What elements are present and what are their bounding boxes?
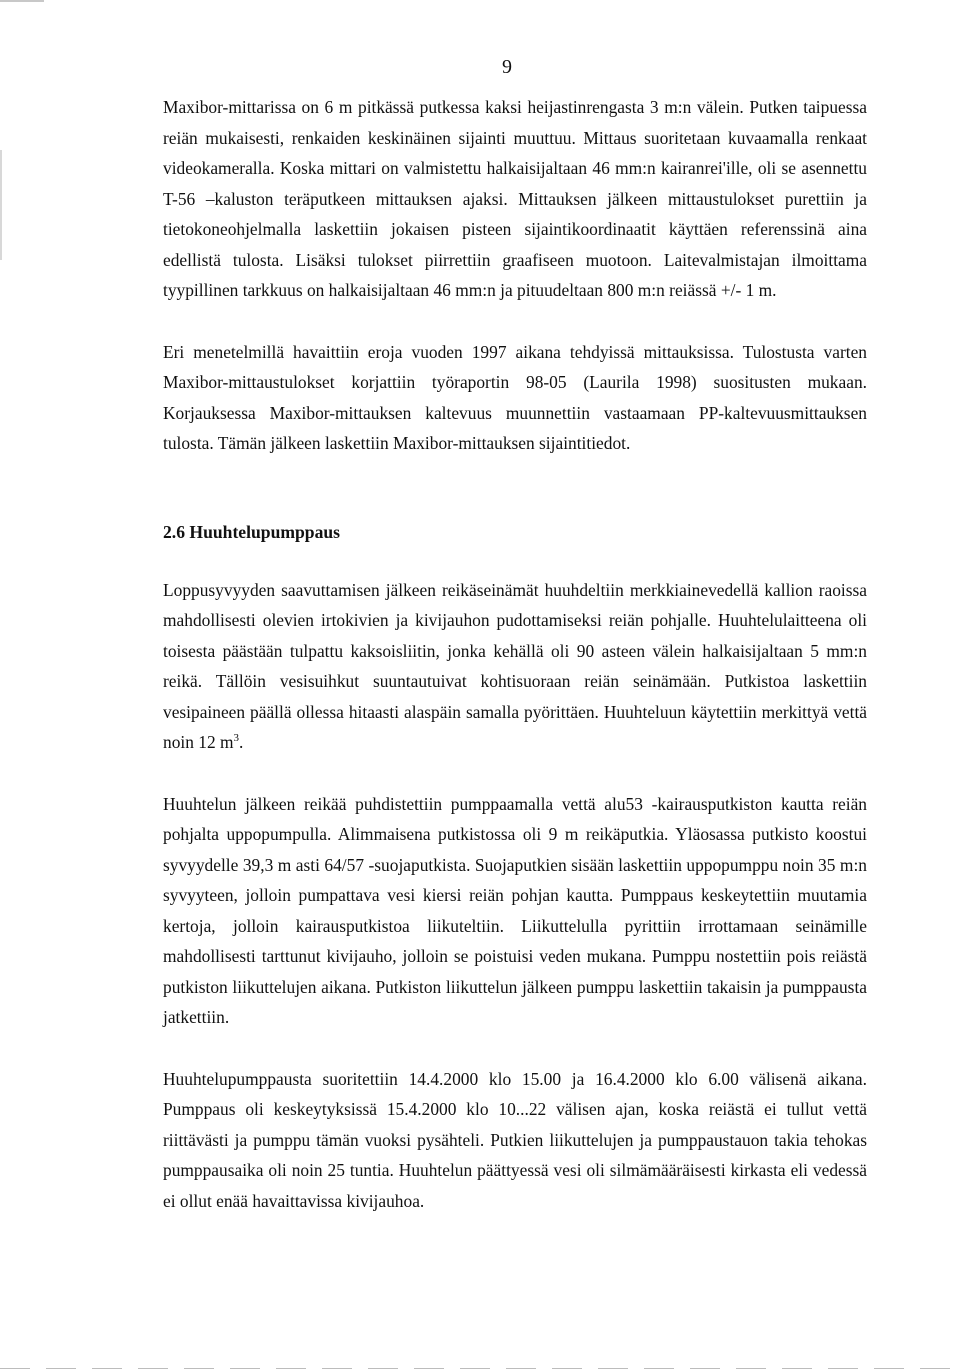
paragraph-flushing-text: Loppusyvyyden saavuttamisen jälkeen reikäseinämät huuhdeltiin merkkiainevedellä kallion raoissa mahdollisesti olevien irtokivien ja kivijauhon pudottamiseksi reiän pohjalle. Huuhtelulaitteena oli toisesta päästään tulpattu kaksoisliitin, jonka kehällä oli 90 asteen välein halkaisijaltaan 5 mm:n reikä. Tällöin vesisuihkut suuntautuivat kohtisuoraan reiän seinämään. Putkistoa laskettiin vesipaineen päällä ollessa hitaasti alaspäin samalla pyörittäen. Huuhteluun käytettiin merkittyä vettä noin 12 m <box>163 579 867 752</box>
section-title: Huuhtelupumppaus <box>189 521 341 542</box>
paragraph-pumping-schedule: Huuhtelupumppausta suoritettiin 14.4.2000 klo 15.00 ja 16.4.2000 klo 6.00 välisenä aikana. Pumppaus oli keskeytyksissä 15.4.2000 klo 10...22 välisen ajan, koska reiästä ei tullut vettä riittävästi ja pumppu tämän vuoksi pysähteli. Putkien liikuttelujen ja pumppaustauon takia tehokas pumppausaika oli noin 25 tuntia. Huuhtelun päättyessä vesi oli silmämääräisesti kirkasta eli vedessä ei ollut enää havaittavissa kivijauhoa. <box>163 1068 867 1211</box>
scan-edge-mark-bottom <box>0 1368 960 1369</box>
page-number: 9 <box>502 56 512 78</box>
section-heading <box>163 517 867 547</box>
scan-edge-mark-left <box>0 150 2 260</box>
paragraph-maxibor-measurement: Maxibor-mittarissa on 6 m pitkässä putkessa kaksi heijastinrengasta 3 m:n välein. Putken taipuessa reiän mukaisesti, renkaiden keskinäinen sijainti muuttuu. Mittaus suoritetaan kuvaamalla renkaat videokameralla. Koska mittari on valmistettu halkaisijaltaan 46 mm:n kairanrei'ille, oli se asennettu T-56 –kaluston teräputkeen mittauksen ajaksi. Mittauksen jälkeen mittaustulokset purettiin ja tietokoneohjelmalla laskettiin jokaisen pisteen sijaintikoordinaatit käyttäen referenssinä aina edellistä tulosta. Lisäksi tulokset piirrettiin graafiseen muotoon. Laitevalmistajan ilmoittama tyypillinen tarkkuus on halkaisijaltaan 46 mm:n ja pituudeltaan 800 m:n reiässä +/- 1 m. <box>163 97 867 300</box>
cubic-superscript: 3 <box>233 732 240 744</box>
paragraph-pumping-cleaning: Huuhtelun jälkeen reikää puhdistettiin pumppaamalla vettä alu53 -kairausputkiston kautta reiän pohjalta uppopumpulla. Alimmaisena putkistossa oli 9 m reikäputkia. Yläosassa putkisto koostui syvyydelle 39,3 m asti 64/57 -suojaputkista. Suojaputkien sisään laskettiin uppopumppu noin 35 m:n syvyyteen, jolloin pumpattava vesi kiersi reiän pohjan kautta. Pumppaus keskeytettiin muutamia kertoja, jolloin kairausputkistoa liikuteltiin. Liikuttelulla pyrittiin irrottamaan seinämille mahdollisesti tarttunut kivijauho, jolloin se poistuisi veden mukana. Pumppu nostettiin pois reiästä putkiston liikuttelujen aikana. Putkiston liikuttelun jälkeen pumppu laskettiin takaisin ja pumppausta jatkettiin. <box>163 793 867 1027</box>
paragraph-measurement-correction: Eri menetelmillä havaittiin eroja vuoden 1997 aikana tehdyissä mittauksissa. Tulostusta varten Maxibor-mittaustulokset korjattiin työraportin 98-05 (Laurila 1998) suositusten mukaan. Korjauksessa Maxibor-mittauksen kaltevuus muunnettiin vastaamaan PP-kaltevuusmittauksen tulosta. Tämän jälkeen laskettiin Maxibor-mittauksen sijaintitiedot. <box>163 341 867 453</box>
section-number: 2.6 <box>163 521 185 542</box>
paragraph-flushing <box>163 575 867 758</box>
paragraph-flushing-end: . <box>239 732 244 752</box>
document-body <box>163 92 867 1216</box>
scan-edge-mark-top <box>0 0 44 2</box>
